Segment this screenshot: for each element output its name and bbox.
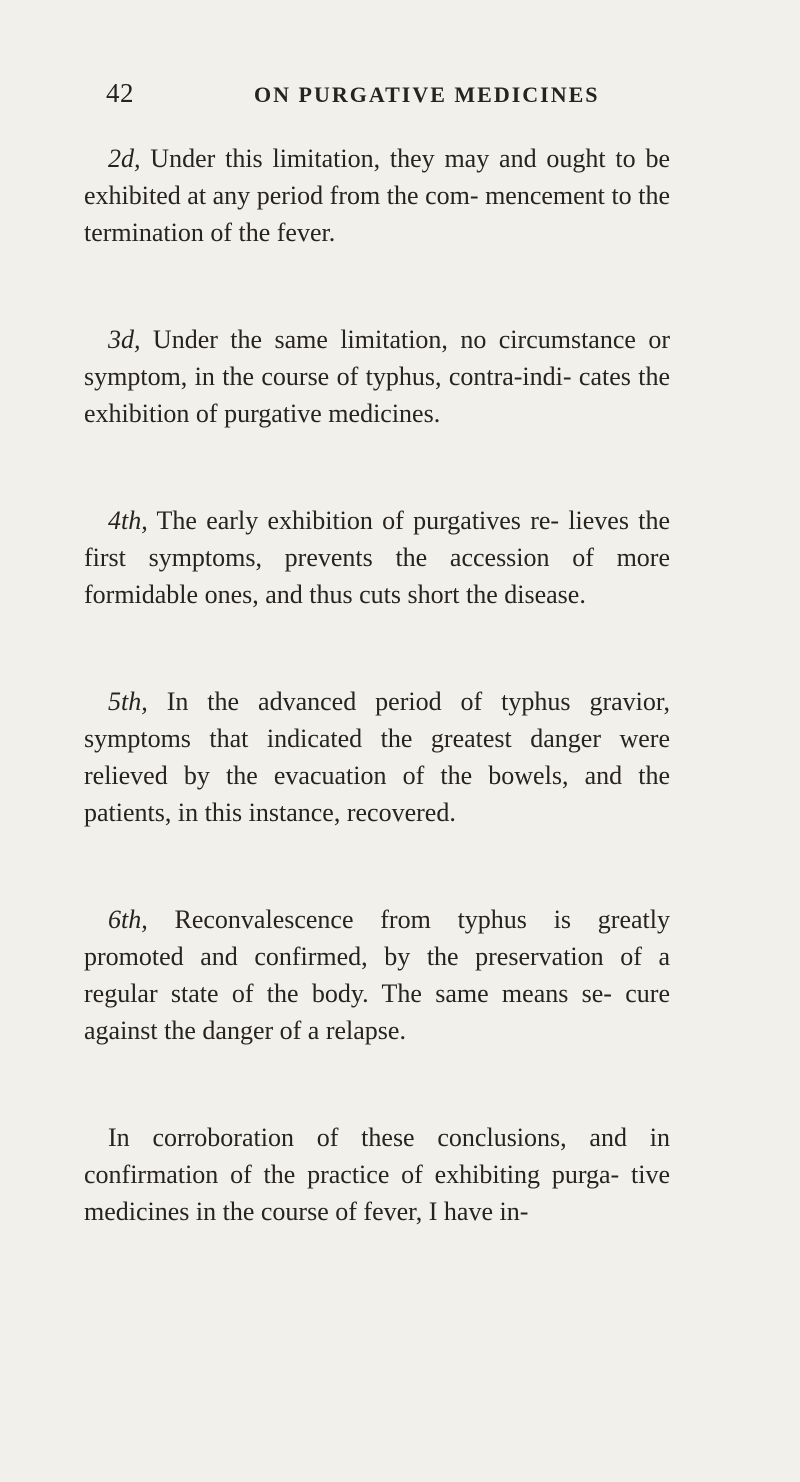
paragraph-text: Under this limitation, they may and ought to be exhibited at any period from the com- mencement to the termination of the fever. bbox=[84, 144, 670, 247]
page-header bbox=[106, 78, 666, 118]
paragraph-text: The early exhibition of purgatives re- lieves the first symptoms, prevents the accession of more formidable ones, and thus cuts short the disease. bbox=[84, 506, 670, 609]
paragraph-2d bbox=[84, 140, 670, 251]
paragraph-ordinal: 2d, bbox=[108, 144, 141, 173]
paragraph-text: In corroboration of these conclusions, and in confirmation of the practice of exhibiting purga- tive medicines in the course of fever, I have in- bbox=[84, 1123, 670, 1226]
paragraph-ordinal: 3d, bbox=[108, 325, 141, 354]
paragraph-text: Reconvalescence from typhus is greatly promoted and confirmed, by the preservation of a regular state of the body. The same means se- cure against the danger of a relapse. bbox=[84, 905, 670, 1045]
paragraph-ordinal: 4th, bbox=[108, 506, 148, 535]
body-text bbox=[84, 140, 670, 1230]
paragraph-corroboration bbox=[84, 1119, 670, 1230]
paragraph-5th bbox=[84, 683, 670, 831]
paragraph-ordinal: 5th, bbox=[108, 687, 148, 716]
running-title: ON PURGATIVE MEDICINES bbox=[254, 82, 600, 107]
paragraph-text: Under the same limitation, no circumstance or symptom, in the course of typhus, contra-indi- cates the exhibition of purgative medicines. bbox=[84, 325, 670, 428]
paragraph-text: In the advanced period of typhus gravior, symptoms that indicated the greatest danger were relieved by the evacuation of the bowels, and the patients, in this instance, recovered. bbox=[84, 687, 670, 827]
page-number: 42 bbox=[106, 78, 134, 108]
paragraph-3d bbox=[84, 321, 670, 432]
paragraph-6th bbox=[84, 901, 670, 1049]
paragraph-4th bbox=[84, 502, 670, 613]
paragraph-ordinal: 6th, bbox=[108, 905, 148, 934]
